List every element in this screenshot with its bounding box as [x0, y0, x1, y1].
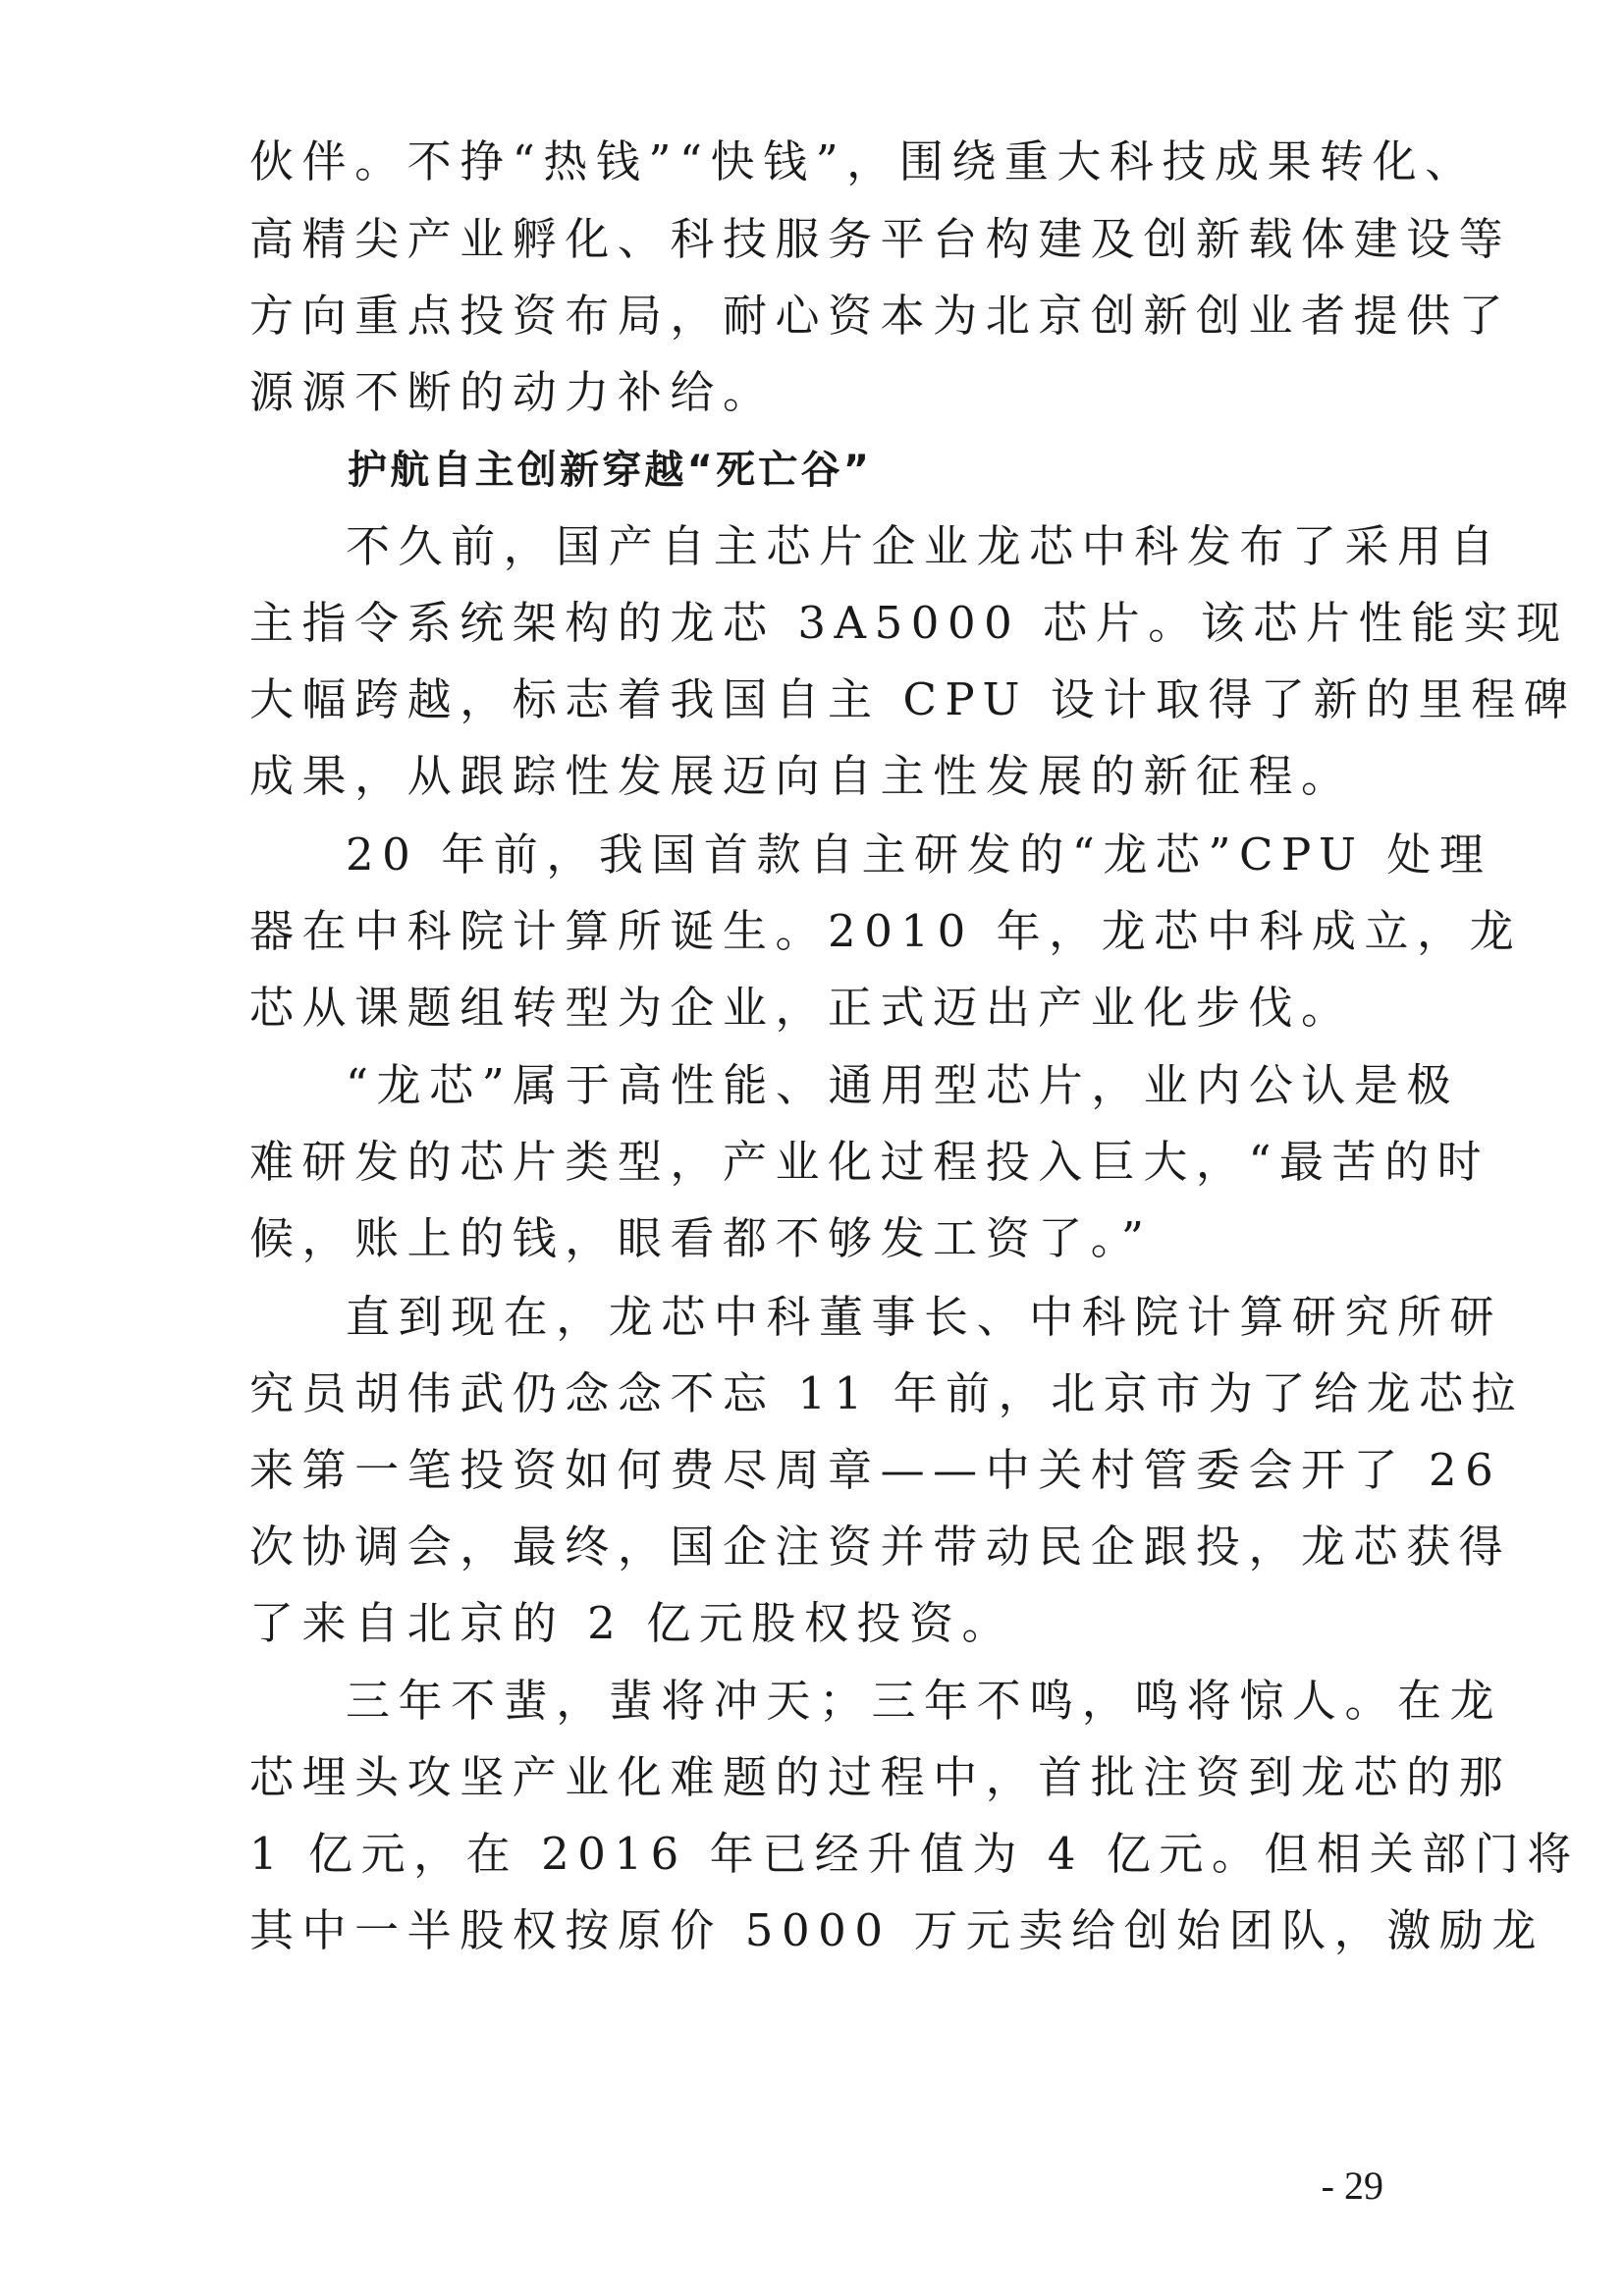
- text-line: 究员胡伟武仍念念不忘 11 年前，北京市为了给龙芯拉: [249, 1367, 1525, 1419]
- text-line: 不久前，国产自主芯片企业龙芯中科发布了采用自: [346, 520, 1503, 572]
- text-line: 器在中科院计算所诞生。2010 年，龙芯中科成立，龙: [249, 905, 1523, 957]
- text-line: 三年不蜚，蜚将冲天；三年不鸣，鸣将惊人。在龙: [346, 1675, 1503, 1727]
- text-line: 高精尖产业孵化、科技服务平台构建及创新载体建设等: [249, 213, 1512, 265]
- text-line: 1 亿元，在 2016 年已经升值为 4 亿元。但相关部门将: [249, 1828, 1580, 1880]
- text-line: 直到现在，龙芯中科董事长、中科院计算研究所研: [346, 1291, 1503, 1343]
- text-line: 次协调会，最终，国企注资并带动民企跟投，龙芯获得: [249, 1521, 1512, 1573]
- text-line: 候，账上的钱，眼看都不够发工资了。”: [249, 1212, 1153, 1264]
- text-line: 主指令系统架构的龙芯 3A5000 芯片。该芯片性能实现: [249, 597, 1569, 649]
- page-number: - 29: [1321, 2163, 1383, 2208]
- text-line: 其中一半股权按原价 5000 万元卖给创始团队，激励龙: [249, 1904, 1544, 1956]
- text-line: “龙芯”属于高性能、通用型芯片，业内公认是极: [346, 1059, 1460, 1111]
- text-line: 芯埋头攻坚产业化难题的过程中，首批注资到龙芯的那: [249, 1751, 1512, 1803]
- text-line: 难研发的芯片类型，产业化过程投入巨大，“最苦的时: [249, 1136, 1490, 1188]
- section-heading: 护航自主创新穿越“死亡谷”: [348, 448, 873, 493]
- text-line: 成果，从跟踪性发展迈向自主性发展的新征程。: [249, 750, 1354, 802]
- text-line: 了来自北京的 2 亿元股权投资。: [249, 1597, 1015, 1649]
- text-line: 方向重点投资布局，耐心资本为北京创新创业者提供了: [249, 290, 1512, 342]
- text-line: 芯从课题组转型为企业，正式迈出产业化步伐。: [249, 982, 1354, 1034]
- text-line: 伙伴。不挣“热钱”“快钱”，围绕重大科技成果转化、: [249, 135, 1478, 187]
- text-line: 来第一笔投资如何费尽周章——中关村管委会开了 26: [249, 1444, 1502, 1496]
- text-line: 大幅跨越，标志着我国自主 CPU 设计取得了新的里程碑: [249, 673, 1577, 725]
- text-line: 源源不断的动力补给。: [249, 366, 776, 418]
- text-line: 20 年前，我国首款自主研发的“龙芯”CPU 处理: [346, 828, 1492, 881]
